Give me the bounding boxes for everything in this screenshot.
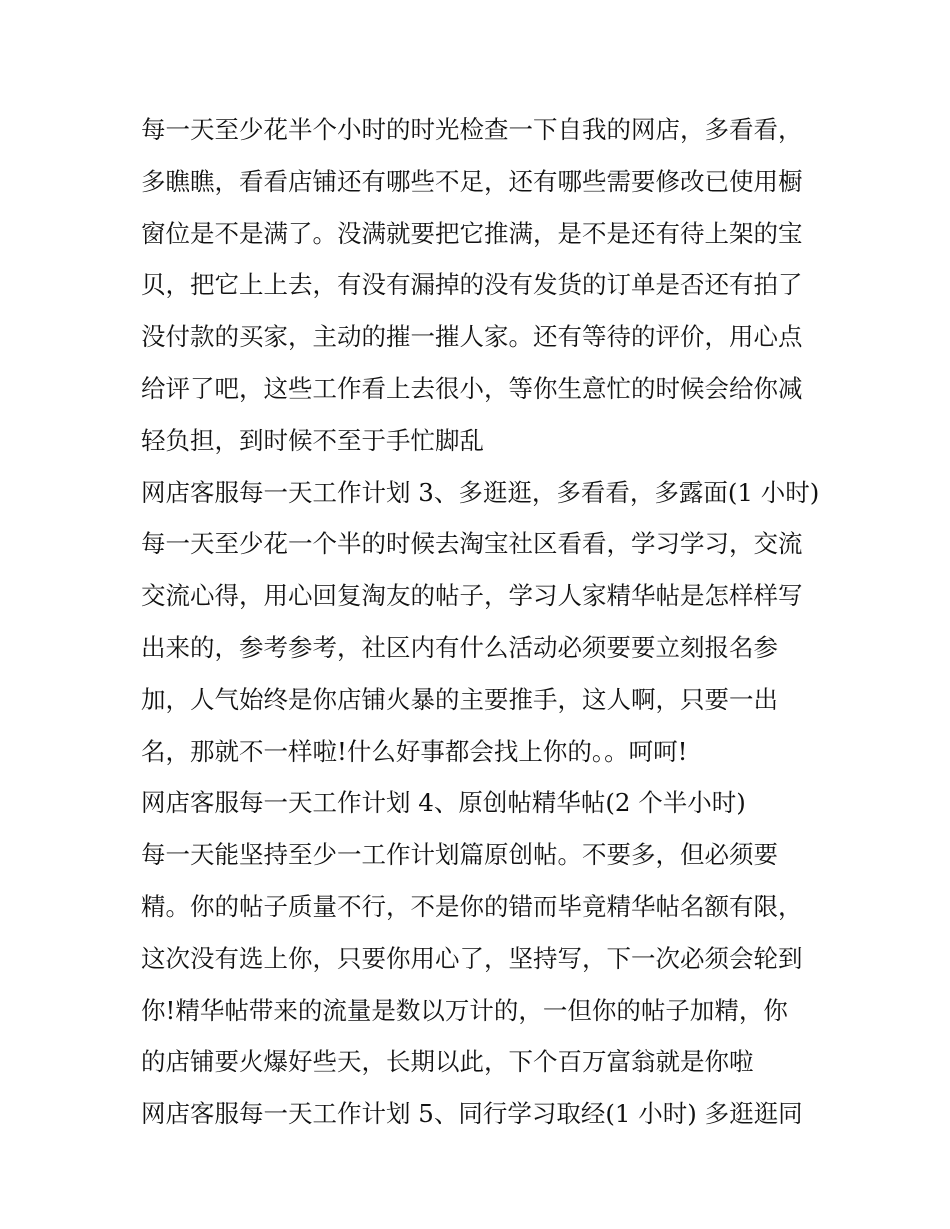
text-line: 交流心得，用心回复淘友的帖子，学习人家精华帖是怎样样写 xyxy=(141,581,803,611)
text-line: 名，那就不一样啦!什么好事都会找上你的。。呵呵! xyxy=(141,736,688,766)
text-line: 的店铺要火爆好些天，长期以此，下个百万富翁就是你啦 xyxy=(141,1047,754,1077)
text-line: 每一天至少花一个半的时候去淘宝社区看看，学习学习，交流 xyxy=(141,529,803,559)
text-line: 加，人气始终是你店铺火暴的主要推手，这人啊，只要一出 xyxy=(141,684,778,714)
text-line: 每一天能坚持至少一工作计划篇原创帖。不要多，但必须要 xyxy=(141,840,778,870)
text-line: 你!精华帖带来的流量是数以万计的，一但你的帖子加精，你 xyxy=(141,995,788,1025)
text-line: 轻负担，到时候不至于手忙脚乱 xyxy=(141,425,484,455)
section-heading-3: 网店客服每一天工作计划 3、多逛逛，多看看，多露面(1 小时) xyxy=(141,477,820,507)
text-line: 窗位是不是满了。没满就要把它推满，是不是还有待上架的宝 xyxy=(141,218,803,248)
text-line: 精。你的帖子质量不行，不是你的错而毕竟精华帖名额有限， xyxy=(141,891,803,921)
section-heading-4: 网店客服每一天工作计划 4、原创帖精华帖(2 个半小时) xyxy=(141,788,746,818)
text-line: 出来的，参考参考，社区内有什么活动必须要要立刻报名参 xyxy=(141,632,778,662)
text-line: 没付款的买家，主动的摧一摧人家。还有等待的评价，用心点 xyxy=(141,322,803,352)
text-line: 给评了吧，这些工作看上去很小，等你生意忙的时候会给你减 xyxy=(141,373,803,403)
body-text xyxy=(141,104,821,1140)
text-line: 贝，把它上上去，有没有漏掉的没有发货的订单是否还有拍了 xyxy=(141,270,803,300)
text-line: 多瞧瞧，看看店铺还有哪些不足，还有哪些需要修改已使用橱 xyxy=(141,166,803,196)
section-heading-5: 网店客服每一天工作计划 5、同行学习取经(1 小时) 多逛逛同 xyxy=(141,1099,803,1129)
text-line: 这次没有选上你，只要你用心了，坚持写，下一次必须会轮到 xyxy=(141,943,803,973)
text-line: 每一天至少花半个小时的时光检查一下自我的网店，多看看， xyxy=(141,115,803,144)
